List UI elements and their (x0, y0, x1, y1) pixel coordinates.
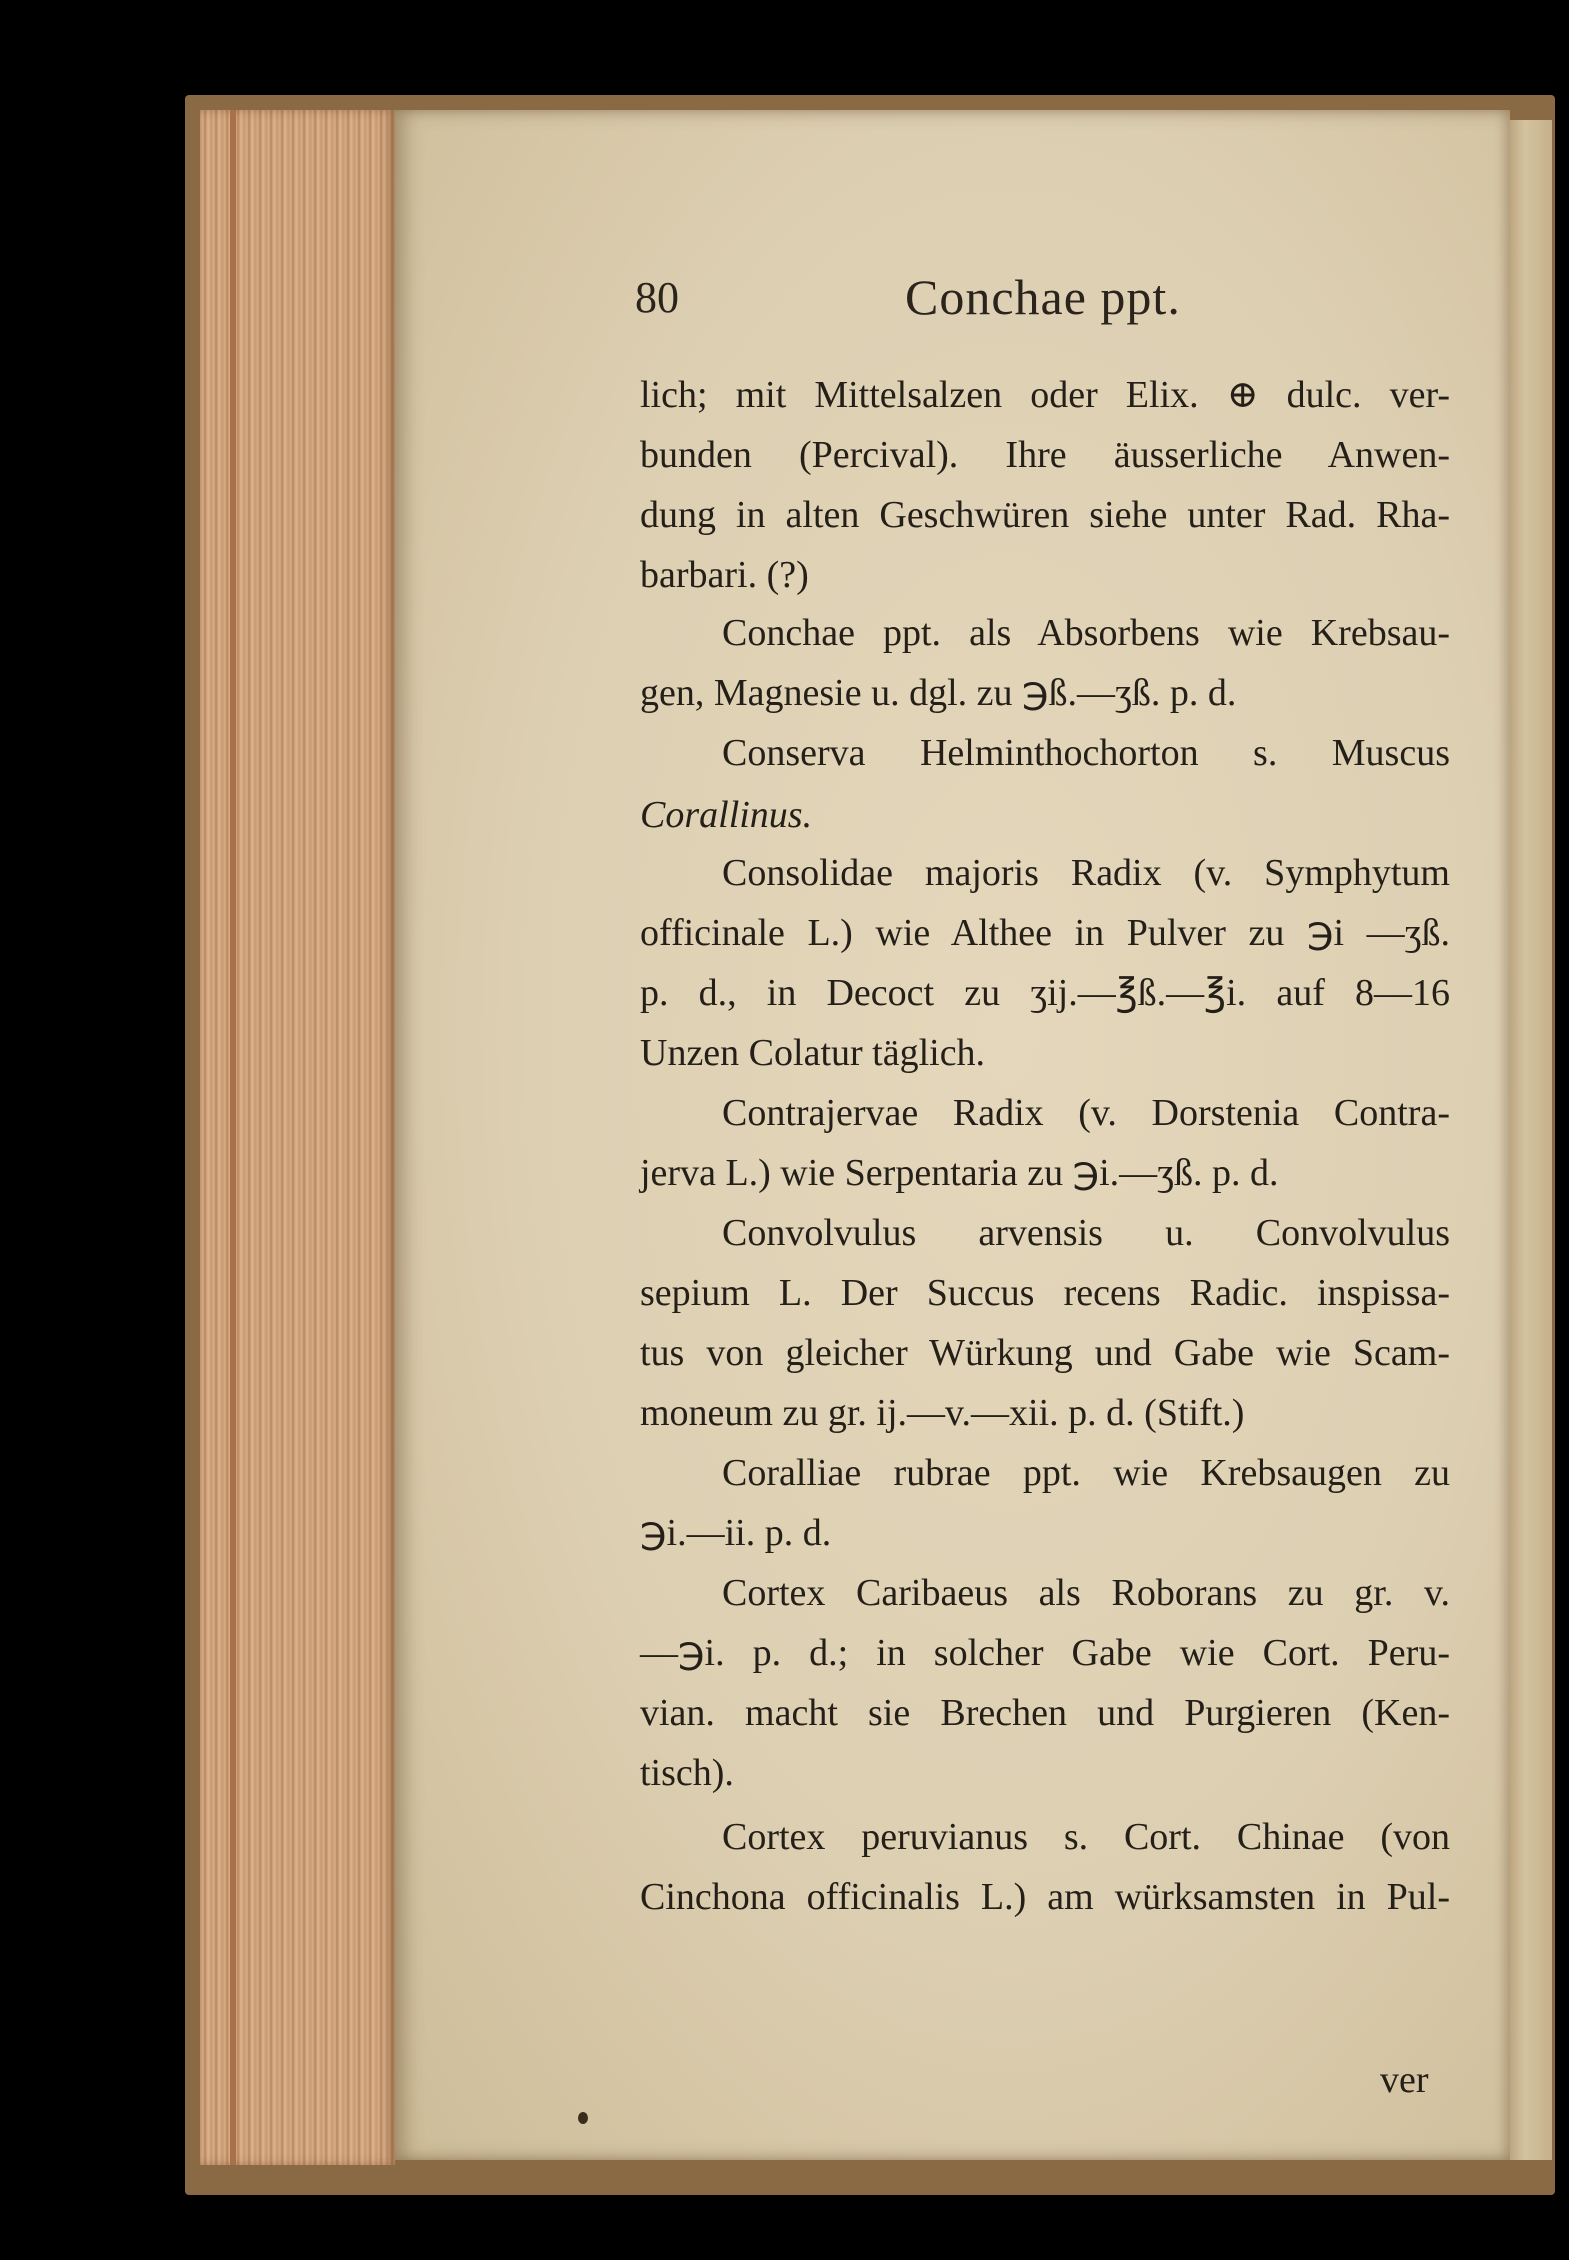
text-line: Cinchona officinalis L.) am würksamsten in Pul- (640, 1876, 1450, 1918)
text-line: officinale L.) wie Althee in Pulver zu ℈i —ʒß. (640, 912, 1450, 954)
text-line: lich; mit Mittelsalzen oder Elix. ⊕ dulc. ver- (640, 374, 1450, 416)
text-line: gen, Magnesie u. dgl. zu ℈ß.—ʒß. p. d. (640, 672, 1237, 714)
text-line: vian. macht sie Brechen und Purgieren (Ken- (640, 1692, 1450, 1734)
text-line: moneum zu gr. ij.—v.—xii. p. d. (Stift.) (640, 1392, 1245, 1434)
text-line: tus von gleicher Würkung und Gabe wie Scam- (640, 1332, 1450, 1374)
text-line: Convolvulus arvensis u. Convolvulus (722, 1212, 1450, 1254)
text-line: bunden (Percival). Ihre äusserliche Anwen- (640, 434, 1450, 476)
text-line: —℈i. p. d.; in solcher Gabe wie Cort. Peru- (640, 1632, 1450, 1674)
text-line: dung in alten Geschwüren siehe unter Rad. Rha- (640, 494, 1450, 536)
text-line: p. d., in Decoct zu ʒij.—℥ß.—℥i. auf 8—16 (640, 972, 1450, 1014)
running-head: Conchae ppt. (905, 269, 1181, 325)
text-line: ℈i.—ii. p. d. (640, 1512, 832, 1554)
page-number: 80 (635, 273, 679, 322)
text-line: Coralliae rubrae ppt. wie Krebsaugen zu (722, 1452, 1450, 1494)
text-line: Consolidae majoris Radix (v. Symphytum (722, 852, 1450, 894)
text-line: barbari. (?) (640, 554, 809, 596)
text-line: Conserva Helminthochorton s. Muscus (722, 732, 1450, 774)
text-line: tisch). (640, 1752, 734, 1794)
text-line: Cortex peruvianus s. Cort. Chinae (von (722, 1816, 1450, 1858)
text-line: Contrajervae Radix (v. Dorstenia Contra- (722, 1092, 1450, 1134)
catchword: ver (1380, 2059, 1429, 2101)
adjacent-page-edge (1505, 120, 1552, 2160)
text-line: Cortex Caribaeus als Roborans zu gr. v. (722, 1572, 1450, 1614)
text-line: Corallinus. (640, 794, 813, 836)
page-edges (200, 110, 395, 2165)
ink-spot (578, 2112, 588, 2124)
text-line: jerva L.) wie Serpentaria zu ℈i.—ʒß. p. d. (640, 1152, 1279, 1194)
text-line: sepium L. Der Succus recens Radic. inspissa- (640, 1272, 1450, 1314)
text-line: Unzen Colatur täglich. (640, 1032, 986, 1074)
text-line: Conchae ppt. als Absorbens wie Krebsau- (722, 612, 1450, 654)
